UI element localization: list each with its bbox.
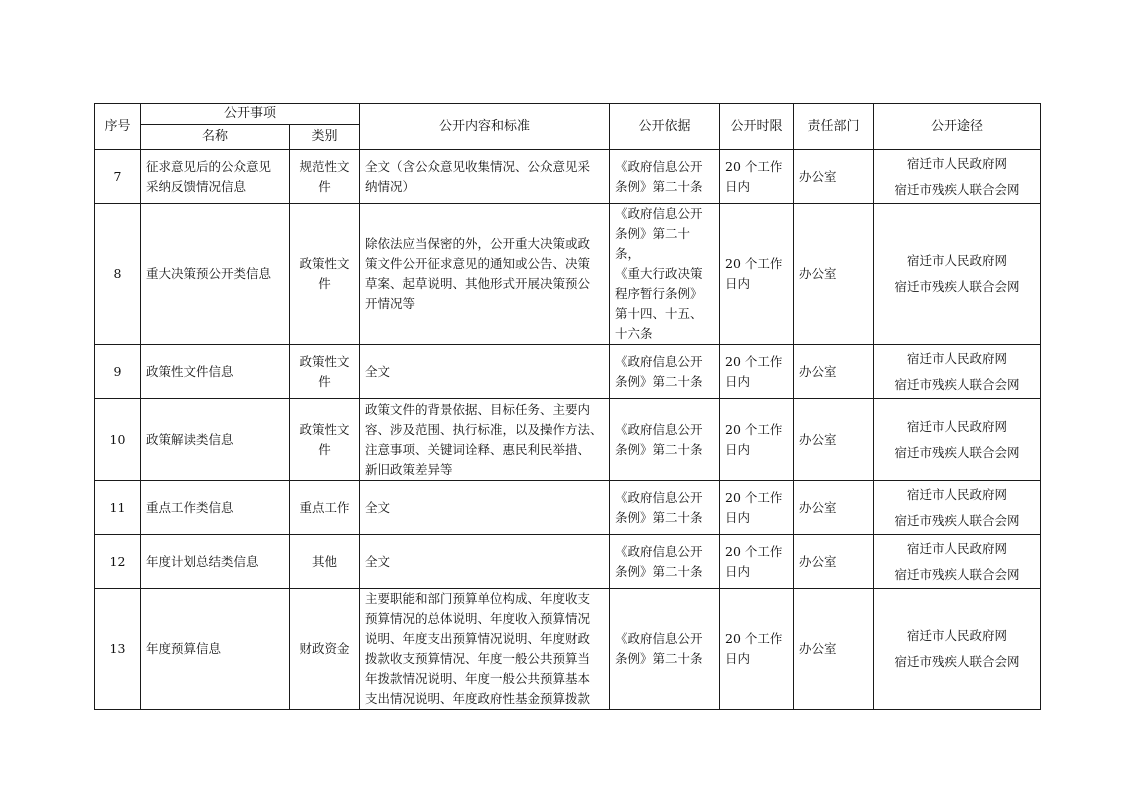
- cell-category: [290, 535, 360, 589]
- cell-basis-line: 《重大行政决策: [615, 266, 703, 281]
- cell-content-line: 全文（含公众意见收集情况、公众意见采: [365, 158, 591, 174]
- cell-content: [360, 345, 610, 399]
- cell-basis: [610, 399, 720, 481]
- cell-basis-line: 《政府信息公开: [615, 489, 703, 505]
- header-channel: 公开途径: [874, 104, 1041, 150]
- cell-category-line: 件: [318, 441, 331, 457]
- cell-content: [360, 481, 610, 535]
- cell-basis-line: 条例》第二十条: [615, 441, 703, 457]
- cell-basis-line: 《政府信息公开: [615, 543, 703, 559]
- cell-department: 办公室: [794, 589, 874, 710]
- cell-basis-line: 《政府信息公开: [615, 206, 703, 221]
- cell-index: 9: [95, 345, 141, 399]
- cell-name-line: 征求意见后的公众意见: [146, 158, 272, 174]
- cell-channel-line: 宿迁市人民政府网: [907, 628, 1008, 643]
- cell-category: [290, 150, 360, 204]
- cell-basis: [610, 150, 720, 204]
- cell-time-limit-line: 20 个工作: [725, 421, 783, 437]
- cell-name: [141, 399, 290, 481]
- cell-category-line: 政策性文: [299, 353, 350, 369]
- cell-time-limit-line: 20 个工作: [725, 543, 783, 559]
- cell-department: 办公室: [794, 345, 874, 399]
- cell-channel-line: 宿迁市残疾人联合会网: [894, 181, 1020, 197]
- cell-time-limit: [720, 481, 794, 535]
- cell-content-line: 说明、年度支出预算情况说明、年度财政: [365, 631, 591, 646]
- cell-basis-line: 条例》第二十条: [615, 509, 703, 525]
- cell-content-line: 预算情况的总体说明、年度收入预算情况: [365, 611, 591, 626]
- cell-time-limit-line: 20 个工作: [725, 256, 783, 271]
- cell-content-line: 策文件公开征求意见的通知或公告、决策: [365, 256, 591, 271]
- table-body: [95, 150, 1041, 710]
- cell-category-line: 规范性文: [299, 158, 350, 174]
- cell-content: [360, 399, 610, 481]
- cell-basis: [610, 204, 720, 345]
- cell-content: [360, 589, 610, 710]
- cell-channel-line: 宿迁市残疾人联合会网: [894, 376, 1020, 392]
- cell-content-line: 支出情况说明、年度政府性基金预算拨款: [365, 691, 591, 706]
- cell-department: 办公室: [794, 535, 874, 589]
- cell-content-line: 拨款收支预算情况、年度一般公共预算当: [365, 651, 591, 666]
- cell-time-limit-line: 日内: [725, 441, 751, 457]
- cell-time-limit-line: 20 个工作: [725, 353, 783, 369]
- cell-name: [141, 589, 290, 710]
- cell-basis-line: 第十四、十五、: [615, 306, 703, 321]
- cell-name-line: 政策性文件信息: [146, 363, 234, 379]
- cell-index: 8: [95, 204, 141, 345]
- cell-department: 办公室: [794, 481, 874, 535]
- cell-channel-line: 宿迁市人民政府网: [907, 350, 1008, 366]
- cell-channel-line: 宿迁市人民政府网: [907, 540, 1008, 556]
- cell-channel: [874, 589, 1041, 710]
- cell-channel: [874, 345, 1041, 399]
- cell-content: [360, 535, 610, 589]
- cell-time-limit: [720, 204, 794, 345]
- cell-channel-line: 宿迁市残疾人联合会网: [894, 566, 1020, 582]
- cell-name-line: 年度预算信息: [146, 641, 222, 656]
- cell-channel: [874, 399, 1041, 481]
- table-row: [95, 399, 1041, 481]
- table-row: [95, 345, 1041, 399]
- cell-name-line: 重点工作类信息: [146, 499, 234, 515]
- cell-content-line: 容、涉及范围、执行标准，以及操作方法、: [365, 421, 603, 437]
- cell-channel-line: 宿迁市残疾人联合会网: [894, 444, 1020, 460]
- cell-category: [290, 589, 360, 710]
- cell-basis: [610, 535, 720, 589]
- cell-channel-line: 宿迁市人民政府网: [907, 418, 1008, 434]
- cell-name: [141, 204, 290, 345]
- cell-basis-line: 十六条: [615, 326, 653, 341]
- cell-basis-line: 《政府信息公开: [615, 353, 703, 369]
- cell-channel-line: 宿迁市人民政府网: [907, 486, 1008, 502]
- cell-content-line: 新旧政策差异等: [365, 461, 453, 477]
- cell-name: [141, 535, 290, 589]
- header-item-group: 公开事项: [141, 104, 360, 125]
- cell-basis-line: 条例》第二十条: [615, 563, 703, 579]
- cell-name-line: 采纳反馈情况信息: [146, 178, 247, 194]
- header-row-1: [95, 104, 1041, 125]
- cell-time-limit-line: 日内: [725, 178, 751, 194]
- cell-category-line: 政策性文: [299, 421, 350, 437]
- cell-name-line: 重大决策预公开类信息: [146, 266, 272, 281]
- cell-category-line: 政策性文: [299, 256, 350, 271]
- cell-channel: [874, 535, 1041, 589]
- cell-time-limit: [720, 150, 794, 204]
- cell-time-limit: [720, 345, 794, 399]
- cell-basis-line: 条例》第二十条: [615, 373, 703, 389]
- cell-category: [290, 204, 360, 345]
- cell-content: [360, 204, 610, 345]
- header-time-limit: 公开时限: [720, 104, 794, 150]
- cell-department: 办公室: [794, 204, 874, 345]
- cell-content-line: 注意事项、关键词诠释、惠民利民举措、: [365, 441, 591, 457]
- cell-category: [290, 345, 360, 399]
- cell-content-line: 全文: [365, 553, 391, 569]
- cell-time-limit-line: 日内: [725, 373, 751, 389]
- cell-channel: [874, 150, 1041, 204]
- table-row: [95, 535, 1041, 589]
- cell-content-line: 除依法应当保密的外，公开重大决策或政: [365, 236, 591, 251]
- cell-index: 11: [95, 481, 141, 535]
- cell-content-line: 草案、起草说明、其他形式开展决策预公: [365, 276, 591, 291]
- table-row: [95, 589, 1041, 710]
- cell-time-limit: [720, 399, 794, 481]
- cell-category: [290, 399, 360, 481]
- cell-time-limit-line: 日内: [725, 563, 751, 579]
- cell-channel-line: 宿迁市残疾人联合会网: [894, 512, 1020, 528]
- cell-basis: [610, 345, 720, 399]
- header-index: 序号: [95, 104, 141, 150]
- cell-time-limit: [720, 535, 794, 589]
- cell-time-limit-line: 20 个工作: [725, 489, 783, 505]
- cell-time-limit-line: 日内: [725, 276, 751, 291]
- cell-basis: [610, 589, 720, 710]
- header-basis: 公开依据: [610, 104, 720, 150]
- cell-category-line: 重点工作: [299, 499, 350, 515]
- cell-channel-line: 宿迁市人民政府网: [907, 155, 1008, 171]
- cell-name-line: 年度计划总结类信息: [146, 553, 259, 569]
- table-row: [95, 481, 1041, 535]
- cell-channel: [874, 481, 1041, 535]
- cell-basis-line: 条例》第二十条，: [615, 226, 691, 261]
- cell-channel: [874, 204, 1041, 345]
- cell-channel-line: 宿迁市残疾人联合会网: [894, 654, 1020, 669]
- table-row: [95, 204, 1041, 345]
- cell-basis-line: 《政府信息公开: [615, 158, 703, 174]
- cell-basis-line: 《政府信息公开: [615, 421, 703, 437]
- cell-index: 10: [95, 399, 141, 481]
- cell-name: [141, 481, 290, 535]
- cell-time-limit-line: 20 个工作: [725, 158, 783, 174]
- cell-channel-line: 宿迁市残疾人联合会网: [894, 279, 1020, 294]
- cell-name: [141, 150, 290, 204]
- cell-basis-line: 条例》第二十条: [615, 651, 703, 666]
- cell-content-line: 全文: [365, 363, 391, 379]
- cell-basis-line: 程序暂行条例》: [615, 286, 703, 301]
- cell-time-limit-line: 20 个工作: [725, 631, 783, 646]
- cell-basis-line: 《政府信息公开: [615, 631, 703, 646]
- header-content: 公开内容和标准: [360, 104, 610, 150]
- table-row: [95, 150, 1041, 204]
- cell-category-line: 财政资金: [299, 641, 350, 656]
- header-category: 类别: [290, 125, 360, 150]
- cell-name: [141, 345, 290, 399]
- cell-basis: [610, 481, 720, 535]
- header-department: 责任部门: [794, 104, 874, 150]
- cell-category-line: 件: [318, 373, 331, 389]
- cell-content-line: 年拨款情况说明、年度一般公共预算基本: [365, 671, 591, 686]
- cell-category: [290, 481, 360, 535]
- header-name: 名称: [141, 125, 290, 150]
- cell-category-line: 其他: [312, 553, 338, 569]
- cell-channel-line: 宿迁市人民政府网: [907, 253, 1008, 268]
- cell-content: [360, 150, 610, 204]
- disclosure-table: [94, 103, 1041, 710]
- cell-index: 13: [95, 589, 141, 710]
- cell-index: 7: [95, 150, 141, 204]
- cell-index: 12: [95, 535, 141, 589]
- cell-department: 办公室: [794, 399, 874, 481]
- cell-content-line: 主要职能和部门预算单位构成、年度收支: [365, 591, 591, 606]
- cell-content-line: 政策文件的背景依据、目标任务、主要内: [365, 401, 591, 417]
- cell-content-line: 开情况等: [365, 296, 416, 311]
- cell-basis-line: 条例》第二十条: [615, 178, 703, 194]
- cell-time-limit: [720, 589, 794, 710]
- cell-category-line: 件: [318, 178, 331, 194]
- cell-department: 办公室: [794, 150, 874, 204]
- cell-category-line: 件: [318, 276, 331, 291]
- cell-name-line: 政策解读类信息: [146, 431, 234, 447]
- cell-content-line: 全文: [365, 499, 391, 515]
- cell-time-limit-line: 日内: [725, 651, 751, 666]
- cell-time-limit-line: 日内: [725, 509, 751, 525]
- cell-content-line: 纳情况）: [365, 178, 416, 194]
